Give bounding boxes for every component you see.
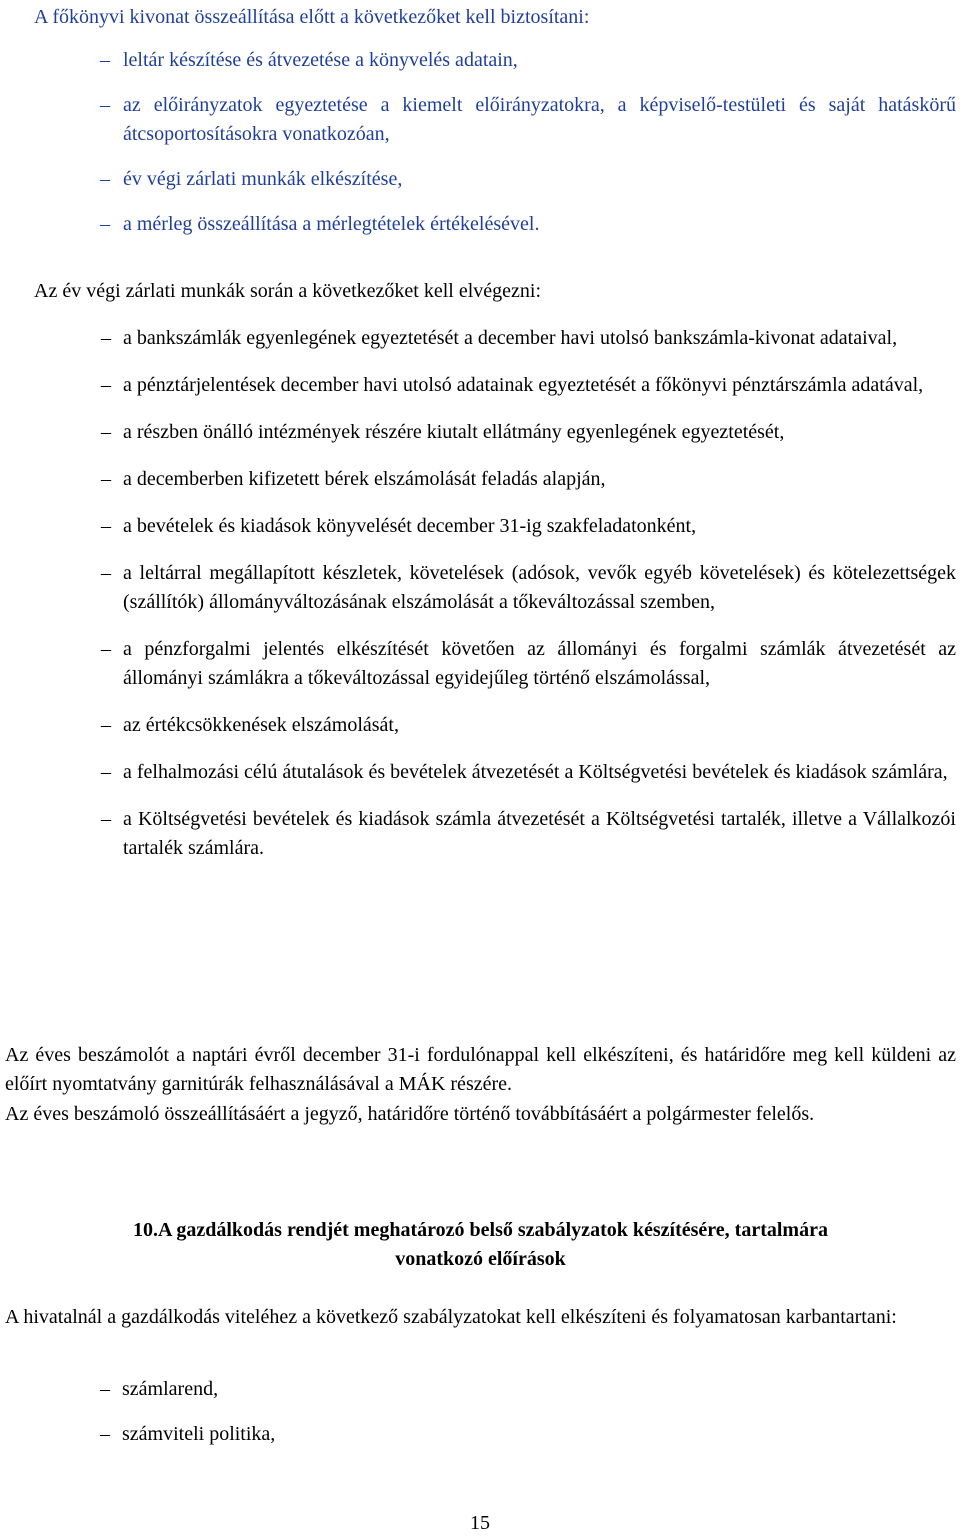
section1-intro: A főkönyvi kivonat összeállítása előtt a következőket kell biztosítani: (34, 6, 590, 28)
dash-bullet-icon: – (100, 213, 110, 235)
dash-bullet-icon: – (101, 327, 111, 349)
dash-bullet-icon: – (101, 374, 111, 396)
dash-bullet-icon: – (100, 94, 110, 116)
list-item-text: a részben önálló intézmények részére kiutalt ellátmány egyenlegének egyeztetését, (123, 421, 785, 443)
list-item-text: leltár készítése és átvezetése a könyvelés adatain, (123, 49, 518, 71)
list-item-text: a leltárral megállapított készletek, követelések (adósok, vevők egyéb követelések) és kötelezettségek (szállítók) állományváltozásának elszámolását a tőkeváltozással szemben, (123, 562, 956, 613)
section3-list (5, 1375, 956, 1449)
dash-bullet-icon: – (100, 168, 110, 190)
dash-bullet-icon: – (100, 49, 110, 71)
dash-bullet-icon: – (101, 761, 111, 783)
annual-report-paragraph: Az éves beszámolót a naptári évről december 31-i fordulónappal kell elkészíteni, és határidőre meg kell küldeni az előírt nyomtatvány garnitúrák felhasználásával a MÁK részére. (5, 1044, 956, 1095)
dash-bullet-icon: – (100, 1423, 110, 1445)
list-item-text: a felhalmozási célú átutalások és bevételek átvezetését a Költségvetési bevételek és kiadások számlára, (123, 761, 948, 783)
list-item-text: az előirányzatok egyeztetése a kiemelt előirányzatokra, a képviselő-testületi és saját hatáskörű átcsoportosításokra vonatkozóan, (123, 94, 956, 145)
list-item-text: év végi zárlati munkák elkészítése, (123, 168, 403, 190)
list-item-text: a pénztárjelentések december havi utolsó adatainak egyeztetését a főkönyvi pénztárszámla adatával, (123, 374, 924, 396)
heading-line-2: vonatkozó előírások (395, 1248, 566, 1270)
list-item (34, 210, 956, 239)
list-item (34, 46, 956, 75)
section-heading (5, 1216, 956, 1274)
list-item (34, 635, 956, 693)
list-item (5, 1375, 956, 1404)
list-item-text: a bankszámlák egyenlegének egyeztetését a december havi utolsó bankszámla-kivonat adataival, (123, 327, 898, 349)
dash-bullet-icon: – (101, 638, 111, 660)
dash-bullet-icon: – (100, 1378, 110, 1400)
list-item-text: a mérleg összeállítása a mérlegtételek értékelésével. (123, 213, 540, 235)
list-item (34, 91, 956, 149)
list-item (34, 805, 956, 863)
dash-bullet-icon: – (101, 562, 111, 584)
list-item (34, 465, 956, 494)
list-item-text: a Költségvetési bevételek és kiadások számla átvezetését a Költségvetési tartalék, illetve a Vállalkozói tartalék számlára. (123, 808, 956, 859)
section2-intro: Az év végi zárlati munkák során a következőket kell elvégezni: (34, 280, 542, 302)
dash-bullet-icon: – (101, 421, 111, 443)
heading-line-1: 10.A gazdálkodás rendjét meghatározó belső szabályzatok készítésére, tartalmára (133, 1219, 828, 1241)
list-item (5, 1420, 956, 1449)
section2-list (34, 324, 956, 863)
list-item-text: a pénzforgalmi jelentés elkészítését követően az állományi és forgalmi számlák átvezetését az állományi számlákra a tőkeváltozással egyidejűleg történő elszámolással, (123, 638, 956, 689)
section3-intro: A hivatalnál a gazdálkodás viteléhez a következő szabályzatokat kell elkészíteni és folyamatosan karbantartani: (5, 1306, 897, 1328)
list-item (34, 559, 956, 617)
list-item (34, 711, 956, 740)
list-item-text: számviteli politika, (122, 1423, 276, 1445)
section1-list (34, 46, 956, 239)
page-number: 15 (470, 1512, 490, 1534)
dash-bullet-icon: – (101, 468, 111, 490)
list-item (34, 165, 956, 194)
list-item (34, 324, 956, 353)
list-item (34, 512, 956, 541)
responsibility-paragraph: Az éves beszámoló összeállításáért a jegyző, határidőre történő továbbításáért a polgármester felelős. (5, 1103, 815, 1125)
list-item (34, 758, 956, 787)
list-item-text: az értékcsökkenések elszámolását, (123, 714, 399, 736)
dash-bullet-icon: – (101, 808, 111, 830)
list-item-text: a bevételek és kiadások könyvelését december 31-ig szakfeladatonként, (123, 515, 697, 537)
list-item (34, 418, 956, 447)
list-item-text: számlarend, (122, 1378, 219, 1400)
dash-bullet-icon: – (101, 714, 111, 736)
list-item (34, 371, 956, 400)
list-item-text: a decemberben kifizetett bérek elszámolását feladás alapján, (123, 468, 606, 490)
dash-bullet-icon: – (101, 515, 111, 537)
